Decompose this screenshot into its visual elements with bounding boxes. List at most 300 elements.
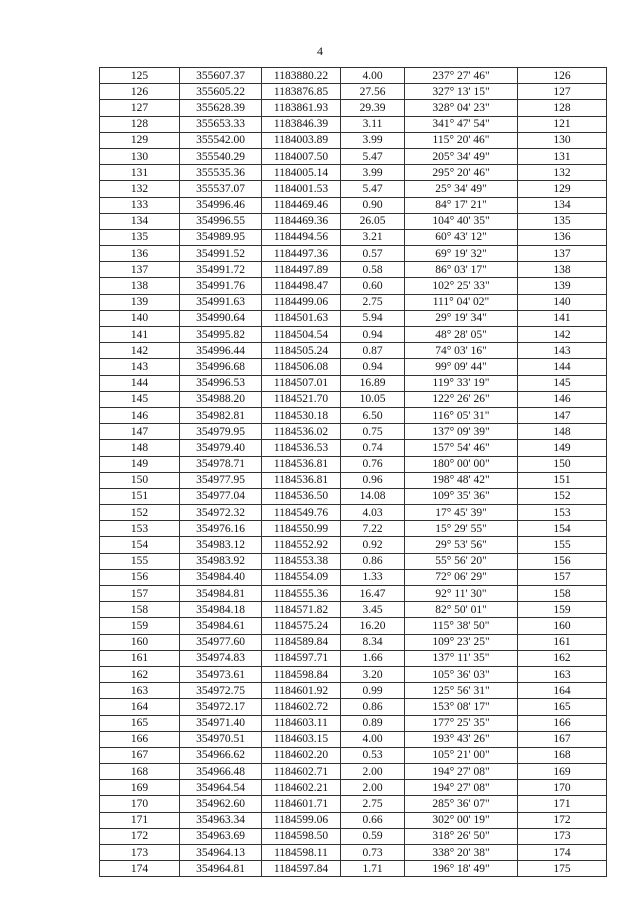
table-row <box>100 278 607 294</box>
point-number-cell: 153 <box>100 521 180 537</box>
point-number-cell: 142 <box>100 343 180 359</box>
next-point-cell: 134 <box>518 197 607 213</box>
next-point-cell: 155 <box>518 537 607 553</box>
next-point-cell: 129 <box>518 181 607 197</box>
x-coordinate-cell: 354995.82 <box>180 327 262 343</box>
next-point-cell: 139 <box>518 278 607 294</box>
table-row <box>100 796 607 812</box>
x-coordinate-cell: 354977.04 <box>180 488 262 504</box>
x-coordinate-cell: 354964.13 <box>180 845 262 861</box>
x-coordinate-cell: 355653.33 <box>180 116 262 132</box>
y-coordinate-cell: 1184007.50 <box>262 148 341 164</box>
table-row <box>100 553 607 569</box>
y-coordinate-cell: 1184507.01 <box>262 375 341 391</box>
x-coordinate-cell: 354972.75 <box>180 683 262 699</box>
point-number-cell: 162 <box>100 666 180 682</box>
bearing-cell: 198° 48' 42" <box>405 472 518 488</box>
next-point-cell: 147 <box>518 407 607 423</box>
x-coordinate-cell: 354964.81 <box>180 861 262 877</box>
x-coordinate-cell: 354991.72 <box>180 262 262 278</box>
next-point-cell: 173 <box>518 828 607 844</box>
distance-cell: 4.00 <box>341 68 405 84</box>
x-coordinate-cell: 354971.40 <box>180 715 262 731</box>
table-row <box>100 634 607 650</box>
next-point-cell: 154 <box>518 521 607 537</box>
point-number-cell: 171 <box>100 812 180 828</box>
distance-cell: 0.86 <box>341 553 405 569</box>
distance-cell: 16.20 <box>341 618 405 634</box>
point-number-cell: 136 <box>100 246 180 262</box>
bearing-cell: 25° 34' 49" <box>405 181 518 197</box>
x-coordinate-cell: 354966.48 <box>180 764 262 780</box>
y-coordinate-cell: 1184603.15 <box>262 731 341 747</box>
bearing-cell: 15° 29' 55" <box>405 521 518 537</box>
y-coordinate-cell: 1184597.71 <box>262 650 341 666</box>
point-number-cell: 154 <box>100 537 180 553</box>
bearing-cell: 318° 26' 50" <box>405 828 518 844</box>
next-point-cell: 175 <box>518 861 607 877</box>
distance-cell: 3.99 <box>341 165 405 181</box>
table-body <box>100 68 607 877</box>
point-number-cell: 169 <box>100 780 180 796</box>
next-point-cell: 168 <box>518 747 607 763</box>
bearing-cell: 328° 04' 23" <box>405 100 518 116</box>
next-point-cell: 163 <box>518 666 607 682</box>
distance-cell: 3.99 <box>341 132 405 148</box>
y-coordinate-cell: 1184597.84 <box>262 861 341 877</box>
x-coordinate-cell: 354988.20 <box>180 391 262 407</box>
next-point-cell: 143 <box>518 343 607 359</box>
x-coordinate-cell: 354991.63 <box>180 294 262 310</box>
point-number-cell: 127 <box>100 100 180 116</box>
distance-cell: 3.11 <box>341 116 405 132</box>
next-point-cell: 131 <box>518 148 607 164</box>
distance-cell: 0.73 <box>341 845 405 861</box>
bearing-cell: 125° 56' 31" <box>405 683 518 699</box>
point-number-cell: 125 <box>100 68 180 84</box>
bearing-cell: 180° 00' 00" <box>405 456 518 472</box>
bearing-cell: 109° 35' 36" <box>405 488 518 504</box>
point-number-cell: 152 <box>100 505 180 521</box>
y-coordinate-cell: 1184494.56 <box>262 229 341 245</box>
y-coordinate-cell: 1184552.92 <box>262 537 341 553</box>
table-row <box>100 505 607 521</box>
table-row <box>100 132 607 148</box>
x-coordinate-cell: 354983.12 <box>180 537 262 553</box>
bearing-cell: 193° 43' 26" <box>405 731 518 747</box>
y-coordinate-cell: 1184602.20 <box>262 747 341 763</box>
table-row <box>100 100 607 116</box>
bearing-cell: 104° 40' 35" <box>405 213 518 229</box>
x-coordinate-cell: 354991.76 <box>180 278 262 294</box>
x-coordinate-cell: 354972.32 <box>180 505 262 521</box>
y-coordinate-cell: 1184497.89 <box>262 262 341 278</box>
y-coordinate-cell: 1184499.06 <box>262 294 341 310</box>
table-row <box>100 310 607 326</box>
distance-cell: 7.22 <box>341 521 405 537</box>
bearing-cell: 302° 00' 19" <box>405 812 518 828</box>
table-row <box>100 294 607 310</box>
x-coordinate-cell: 354983.92 <box>180 553 262 569</box>
y-coordinate-cell: 1184498.47 <box>262 278 341 294</box>
distance-cell: 1.66 <box>341 650 405 666</box>
bearing-cell: 48° 28' 05" <box>405 327 518 343</box>
bearing-cell: 86° 03' 17" <box>405 262 518 278</box>
y-coordinate-cell: 1184550.99 <box>262 521 341 537</box>
distance-cell: 27.56 <box>341 84 405 100</box>
point-number-cell: 150 <box>100 472 180 488</box>
y-coordinate-cell: 1184005.14 <box>262 165 341 181</box>
distance-cell: 2.00 <box>341 780 405 796</box>
x-coordinate-cell: 354996.53 <box>180 375 262 391</box>
next-point-cell: 151 <box>518 472 607 488</box>
distance-cell: 1.33 <box>341 569 405 585</box>
y-coordinate-cell: 1184536.81 <box>262 456 341 472</box>
distance-cell: 0.92 <box>341 537 405 553</box>
distance-cell: 0.89 <box>341 715 405 731</box>
x-coordinate-cell: 354964.54 <box>180 780 262 796</box>
y-coordinate-cell: 1184602.21 <box>262 780 341 796</box>
table-row <box>100 488 607 504</box>
bearing-cell: 157° 54' 46" <box>405 440 518 456</box>
y-coordinate-cell: 1184521.70 <box>262 391 341 407</box>
bearing-cell: 177° 25' 35" <box>405 715 518 731</box>
distance-cell: 0.96 <box>341 472 405 488</box>
distance-cell: 0.66 <box>341 812 405 828</box>
table-row <box>100 618 607 634</box>
x-coordinate-cell: 354984.18 <box>180 602 262 618</box>
page-number: 4 <box>317 44 323 58</box>
distance-cell: 0.53 <box>341 747 405 763</box>
distance-cell: 2.75 <box>341 796 405 812</box>
point-number-cell: 160 <box>100 634 180 650</box>
x-coordinate-cell: 355628.39 <box>180 100 262 116</box>
next-point-cell: 145 <box>518 375 607 391</box>
distance-cell: 0.86 <box>341 699 405 715</box>
point-number-cell: 163 <box>100 683 180 699</box>
bearing-cell: 109° 23' 25" <box>405 634 518 650</box>
point-number-cell: 161 <box>100 650 180 666</box>
y-coordinate-cell: 1183861.93 <box>262 100 341 116</box>
distance-cell: 5.47 <box>341 181 405 197</box>
bearing-cell: 115° 38' 50" <box>405 618 518 634</box>
point-number-cell: 167 <box>100 747 180 763</box>
x-coordinate-cell: 354984.81 <box>180 586 262 602</box>
distance-cell: 0.90 <box>341 197 405 213</box>
y-coordinate-cell: 1184530.18 <box>262 407 341 423</box>
y-coordinate-cell: 1184469.36 <box>262 213 341 229</box>
table-row <box>100 602 607 618</box>
distance-cell: 0.87 <box>341 343 405 359</box>
x-coordinate-cell: 354974.83 <box>180 650 262 666</box>
distance-cell: 0.76 <box>341 456 405 472</box>
bearing-cell: 137° 11' 35" <box>405 650 518 666</box>
table-row <box>100 537 607 553</box>
x-coordinate-cell: 354978.71 <box>180 456 262 472</box>
x-coordinate-cell: 354996.44 <box>180 343 262 359</box>
bearing-cell: 237° 27' 46" <box>405 68 518 84</box>
x-coordinate-cell: 354966.62 <box>180 747 262 763</box>
bearing-cell: 55° 56' 20" <box>405 553 518 569</box>
table-row <box>100 715 607 731</box>
x-coordinate-cell: 354979.40 <box>180 440 262 456</box>
next-point-cell: 167 <box>518 731 607 747</box>
y-coordinate-cell: 1183846.39 <box>262 116 341 132</box>
table-row <box>100 650 607 666</box>
x-coordinate-cell: 355607.37 <box>180 68 262 84</box>
point-number-cell: 139 <box>100 294 180 310</box>
table-row <box>100 181 607 197</box>
bearing-cell: 341° 47' 54" <box>405 116 518 132</box>
x-coordinate-cell: 354982.81 <box>180 407 262 423</box>
next-point-cell: 146 <box>518 391 607 407</box>
x-coordinate-cell: 354989.95 <box>180 229 262 245</box>
table-row <box>100 84 607 100</box>
distance-cell: 0.99 <box>341 683 405 699</box>
x-coordinate-cell: 354972.17 <box>180 699 262 715</box>
y-coordinate-cell: 1184506.08 <box>262 359 341 375</box>
distance-cell: 2.00 <box>341 764 405 780</box>
distance-cell: 0.57 <box>341 246 405 262</box>
bearing-cell: 74° 03' 16" <box>405 343 518 359</box>
distance-cell: 2.75 <box>341 294 405 310</box>
point-number-cell: 170 <box>100 796 180 812</box>
bearing-cell: 84° 17' 21" <box>405 197 518 213</box>
y-coordinate-cell: 1184601.92 <box>262 683 341 699</box>
table-row <box>100 262 607 278</box>
y-coordinate-cell: 1184575.24 <box>262 618 341 634</box>
y-coordinate-cell: 1184549.76 <box>262 505 341 521</box>
table-row <box>100 424 607 440</box>
bearing-cell: 119° 33' 19" <box>405 375 518 391</box>
next-point-cell: 156 <box>518 553 607 569</box>
x-coordinate-cell: 355542.00 <box>180 132 262 148</box>
y-coordinate-cell: 1184599.06 <box>262 812 341 828</box>
next-point-cell: 127 <box>518 84 607 100</box>
table-row <box>100 812 607 828</box>
x-coordinate-cell: 355535.36 <box>180 165 262 181</box>
x-coordinate-cell: 354977.60 <box>180 634 262 650</box>
distance-cell: 0.59 <box>341 828 405 844</box>
bearing-cell: 122° 26' 26" <box>405 391 518 407</box>
table-row <box>100 165 607 181</box>
y-coordinate-cell: 1184497.36 <box>262 246 341 262</box>
next-point-cell: 150 <box>518 456 607 472</box>
point-number-cell: 174 <box>100 861 180 877</box>
bearing-cell: 111° 04' 02" <box>405 294 518 310</box>
distance-cell: 4.00 <box>341 731 405 747</box>
point-number-cell: 146 <box>100 407 180 423</box>
next-point-cell: 128 <box>518 100 607 116</box>
bearing-cell: 29° 19' 34" <box>405 310 518 326</box>
next-point-cell: 169 <box>518 764 607 780</box>
bearing-cell: 194° 27' 08" <box>405 764 518 780</box>
distance-cell: 0.94 <box>341 359 405 375</box>
distance-cell: 0.74 <box>341 440 405 456</box>
point-number-cell: 173 <box>100 845 180 861</box>
point-number-cell: 168 <box>100 764 180 780</box>
y-coordinate-cell: 1184003.89 <box>262 132 341 148</box>
distance-cell: 0.75 <box>341 424 405 440</box>
bearing-cell: 69° 19' 32" <box>405 246 518 262</box>
point-number-cell: 135 <box>100 229 180 245</box>
y-coordinate-cell: 1184571.82 <box>262 602 341 618</box>
next-point-cell: 142 <box>518 327 607 343</box>
y-coordinate-cell: 1184501.63 <box>262 310 341 326</box>
distance-cell: 16.47 <box>341 586 405 602</box>
point-number-cell: 133 <box>100 197 180 213</box>
distance-cell: 4.03 <box>341 505 405 521</box>
point-number-cell: 157 <box>100 586 180 602</box>
table-row <box>100 197 607 213</box>
y-coordinate-cell: 1184536.02 <box>262 424 341 440</box>
next-point-cell: 135 <box>518 213 607 229</box>
distance-cell: 8.34 <box>341 634 405 650</box>
bearing-cell: 105° 36' 03" <box>405 666 518 682</box>
point-number-cell: 134 <box>100 213 180 229</box>
distance-cell: 3.45 <box>341 602 405 618</box>
next-point-cell: 121 <box>518 116 607 132</box>
bearing-cell: 205° 34' 49" <box>405 148 518 164</box>
table-row <box>100 764 607 780</box>
distance-cell: 26.05 <box>341 213 405 229</box>
y-coordinate-cell: 1184553.38 <box>262 553 341 569</box>
bearing-cell: 102° 25' 33" <box>405 278 518 294</box>
point-number-cell: 140 <box>100 310 180 326</box>
point-number-cell: 148 <box>100 440 180 456</box>
y-coordinate-cell: 1184536.53 <box>262 440 341 456</box>
distance-cell: 6.50 <box>341 407 405 423</box>
next-point-cell: 140 <box>518 294 607 310</box>
bearing-cell: 285° 36' 07" <box>405 796 518 812</box>
next-point-cell: 170 <box>518 780 607 796</box>
distance-cell: 3.20 <box>341 666 405 682</box>
point-number-cell: 165 <box>100 715 180 731</box>
next-point-cell: 141 <box>518 310 607 326</box>
bearing-cell: 153° 08' 17" <box>405 699 518 715</box>
bearing-cell: 29° 53' 56" <box>405 537 518 553</box>
table-row <box>100 861 607 877</box>
point-number-cell: 164 <box>100 699 180 715</box>
y-coordinate-cell: 1184598.50 <box>262 828 341 844</box>
x-coordinate-cell: 354970.51 <box>180 731 262 747</box>
bearing-cell: 196° 18' 49" <box>405 861 518 877</box>
table-row <box>100 699 607 715</box>
table-row <box>100 213 607 229</box>
table-row <box>100 359 607 375</box>
table-row <box>100 407 607 423</box>
x-coordinate-cell: 355605.22 <box>180 84 262 100</box>
x-coordinate-cell: 354979.95 <box>180 424 262 440</box>
x-coordinate-cell: 355537.07 <box>180 181 262 197</box>
next-point-cell: 132 <box>518 165 607 181</box>
table-row <box>100 586 607 602</box>
table-row <box>100 327 607 343</box>
point-number-cell: 144 <box>100 375 180 391</box>
y-coordinate-cell: 1184602.71 <box>262 764 341 780</box>
coordinates-table <box>99 67 607 877</box>
bearing-cell: 116° 05' 31" <box>405 407 518 423</box>
y-coordinate-cell: 1184536.81 <box>262 472 341 488</box>
table-row <box>100 391 607 407</box>
x-coordinate-cell: 354963.69 <box>180 828 262 844</box>
x-coordinate-cell: 354996.55 <box>180 213 262 229</box>
table-row <box>100 148 607 164</box>
x-coordinate-cell: 354990.64 <box>180 310 262 326</box>
bearing-cell: 105° 21' 00" <box>405 747 518 763</box>
bearing-cell: 17° 45' 39" <box>405 505 518 521</box>
distance-cell: 29.39 <box>341 100 405 116</box>
x-coordinate-cell: 354984.61 <box>180 618 262 634</box>
point-number-cell: 126 <box>100 84 180 100</box>
point-number-cell: 132 <box>100 181 180 197</box>
y-coordinate-cell: 1184469.46 <box>262 197 341 213</box>
next-point-cell: 162 <box>518 650 607 666</box>
next-point-cell: 138 <box>518 262 607 278</box>
point-number-cell: 158 <box>100 602 180 618</box>
bearing-cell: 194° 27' 08" <box>405 780 518 796</box>
distance-cell: 10.05 <box>341 391 405 407</box>
next-point-cell: 160 <box>518 618 607 634</box>
next-point-cell: 161 <box>518 634 607 650</box>
x-coordinate-cell: 355540.29 <box>180 148 262 164</box>
point-number-cell: 137 <box>100 262 180 278</box>
bearing-cell: 115° 20' 46" <box>405 132 518 148</box>
y-coordinate-cell: 1184589.84 <box>262 634 341 650</box>
distance-cell: 5.47 <box>341 148 405 164</box>
table-row <box>100 375 607 391</box>
x-coordinate-cell: 354991.52 <box>180 246 262 262</box>
point-number-cell: 155 <box>100 553 180 569</box>
bearing-cell: 137° 09' 39" <box>405 424 518 440</box>
y-coordinate-cell: 1184001.53 <box>262 181 341 197</box>
table-row <box>100 472 607 488</box>
next-point-cell: 157 <box>518 569 607 585</box>
table-row <box>100 440 607 456</box>
y-coordinate-cell: 1184504.54 <box>262 327 341 343</box>
table-row <box>100 569 607 585</box>
y-coordinate-cell: 1184505.24 <box>262 343 341 359</box>
point-number-cell: 172 <box>100 828 180 844</box>
y-coordinate-cell: 1184598.84 <box>262 666 341 682</box>
y-coordinate-cell: 1184602.72 <box>262 699 341 715</box>
table-row <box>100 229 607 245</box>
y-coordinate-cell: 1183880.22 <box>262 68 341 84</box>
distance-cell: 0.60 <box>341 278 405 294</box>
y-coordinate-cell: 1184598.11 <box>262 845 341 861</box>
next-point-cell: 171 <box>518 796 607 812</box>
next-point-cell: 137 <box>518 246 607 262</box>
table-row <box>100 747 607 763</box>
x-coordinate-cell: 354973.61 <box>180 666 262 682</box>
next-point-cell: 152 <box>518 488 607 504</box>
distance-cell: 16.89 <box>341 375 405 391</box>
distance-cell: 3.21 <box>341 229 405 245</box>
table-row <box>100 666 607 682</box>
bearing-cell: 338° 20' 38" <box>405 845 518 861</box>
point-number-cell: 151 <box>100 488 180 504</box>
table-row <box>100 731 607 747</box>
distance-cell: 5.94 <box>341 310 405 326</box>
next-point-cell: 165 <box>518 699 607 715</box>
point-number-cell: 156 <box>100 569 180 585</box>
table-row <box>100 246 607 262</box>
x-coordinate-cell: 354962.60 <box>180 796 262 812</box>
table-row <box>100 116 607 132</box>
x-coordinate-cell: 354963.34 <box>180 812 262 828</box>
table-row <box>100 343 607 359</box>
bearing-cell: 327° 13' 15" <box>405 84 518 100</box>
